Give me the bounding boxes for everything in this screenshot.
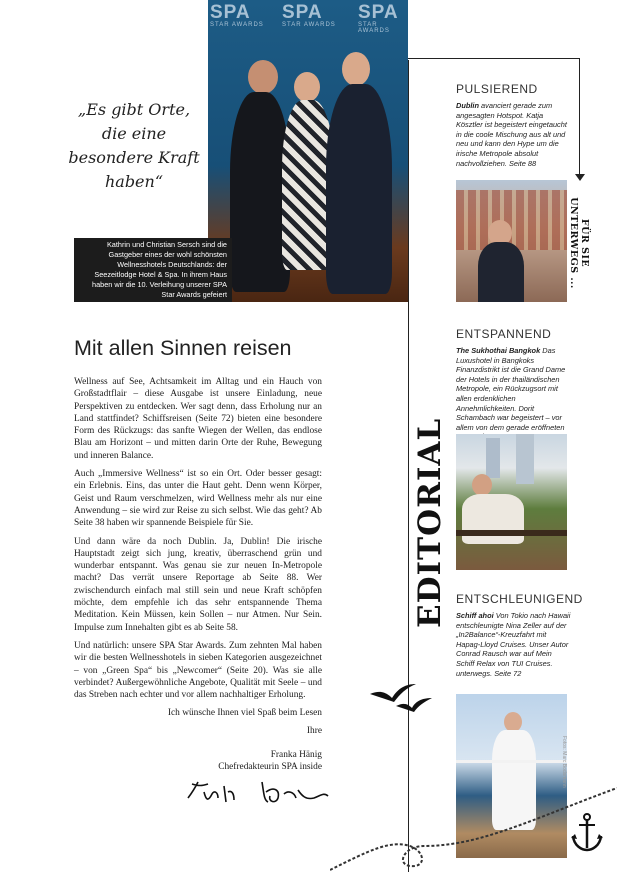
frame-line [579, 58, 580, 178]
article-title: Mit allen Sinnen reisen [74, 336, 292, 360]
paragraph: Und dann wäre da noch Dublin. Ja, Dublin! Die irische Hauptstadt zeigt sich jung, kreativ, überraschend grün und wunderbar entspannt. Was genau sie zur neuen In-Metropole macht? Das verrät unsere Reportage ab Seite 88. Wer zwischendurch einfach mal still sein und neue Kraft schöpfen möchte, dem empfehle ich das sehr entspannende Thema Meditation. Kein Müssen, kein Sollen – nur Atmen. Nur Sein. Impulse zum Innehalten gibt es ab Seite 58. [74, 536, 322, 633]
signoff [74, 707, 322, 773]
section-text: The Sukhothai Bangkok Das Luxushotel in Bangkoks Finanzdistrikt ist die Grand Dame der Hotels in der thailändischen Metropole, ein Rückzugsort mit allen erdenklichen Annehmlichkeiten. Dorit Schambach war begeistert – vor allem von dem gerade eröffneten [456, 346, 566, 432]
person-head [294, 72, 320, 102]
signature-graphic [184, 772, 332, 810]
person-figure [326, 84, 392, 294]
section-title: ENTSPANNEND [456, 327, 552, 341]
hero-photo [208, 0, 408, 302]
frame-line [408, 58, 580, 59]
anchor-icon [570, 812, 604, 852]
paragraph: Und natürlich: unsere SPA Star Awards. Zum zehnten Mal haben wir die besten Wellnesshotels in sieben Kategorien ausgezeichnet – von „Green Spa“ bis „Newcomer“ (Seite 20). Was sie alle verbindet? Außergewöhnliche Angebote, Qualität mit Seele – und das Streben nach echter und vor allem nachhaltiger Erholung. [74, 640, 322, 701]
side-label: FÜR SIE UNTERWEGS ... [568, 197, 590, 289]
person-head [248, 60, 278, 94]
spa-logo: SPA STAR AWARDS [282, 2, 336, 28]
paragraph: Auch „Immersive Wellness“ ist so ein Ort. Oder besser gesagt: ein Erlebnis. Eins, das unter die Haut geht. Denn wenn Körper, Geist und Raum verschmelzen, wird Wellness mehr als nur eine Anwendung – sie wird zur Reise zu sich selbst. Wie das geht? Ab Seite 38 haben wir spannende Beispiele für Sie. [74, 469, 322, 529]
section-text: Schiff ahoi Von Tokio nach Hawaii entschleunigte Nina Zeller auf der „In2Balance“-Kreuzfahrt mit Hapag-Lloyd Cruises. Unser Autor Conrad Rausch war auf Mein Schiff Relax von TUI Cruises. unterwegs. Seite 72 [456, 611, 571, 678]
birds-icon [366, 672, 446, 716]
photo-credit: Fotos: Marc Bodsmann [561, 736, 567, 788]
editorial-label: EDITORIAL [412, 417, 448, 628]
article-body [74, 376, 322, 779]
spa-logo: SPA STAR AWARDS [210, 2, 264, 28]
pull-quote: „Es gibt Orte, die eine besondere Kraft haben“ [68, 100, 200, 191]
bangkok-photo [456, 434, 567, 570]
closing-line-2: Ihre [306, 725, 322, 736]
closing-line: Ich wünsche Ihnen viel Spaß beim Lesen [167, 708, 322, 719]
person-figure [230, 92, 290, 292]
spa-logo: SPA STAR AWARDS [358, 2, 399, 34]
section-title: ENTSCHLEUNIGEND [456, 592, 583, 606]
paragraph: Wellness auf See, Achtsamkeit im Alltag und ein Hauch von Großstadtflair – diese Ausgabe ist unsere Einladung, neue Perspektiven zu entdecken. Wer sagt denn, dass Erholung nur an Land stattfindet? Schiffsreisen (Seite 72) bieten eine besondere Form des Rückzugs: das sanfte Wiegen der Wellen, das endlose Blau am Horizont – und mitten darin Orte der Ruhe, Bewegung und inneren Balance. [74, 377, 322, 461]
author-name: Franka Hänig [270, 750, 322, 761]
dublin-photo [456, 180, 567, 302]
arrow-down-icon [575, 174, 585, 181]
person-head [342, 52, 370, 86]
photo-caption: Kathrin und Christian Sersch sind die Gastgeber eines der wohl schönsten Wellnesshotels Deutschlands: der Seezeitlodge Hotel & Spa. In ihrem Haus haben wir die 10. Verleihung unserer SPA Star Awards gefeiert [74, 238, 232, 302]
divider-line [408, 60, 409, 872]
author-role: Chefredakteurin SPA inside [218, 762, 322, 773]
section-title: PULSIEREND [456, 82, 538, 96]
section-text: Dublin avanciert gerade zum angesagten Hotspot. Katja Kösztler ist begeistert eingetaucht in die coole Mischung aus alt und neu und kann den Hype um die irische Metropole absolut nachvollziehen. Seite 88 [456, 101, 567, 168]
